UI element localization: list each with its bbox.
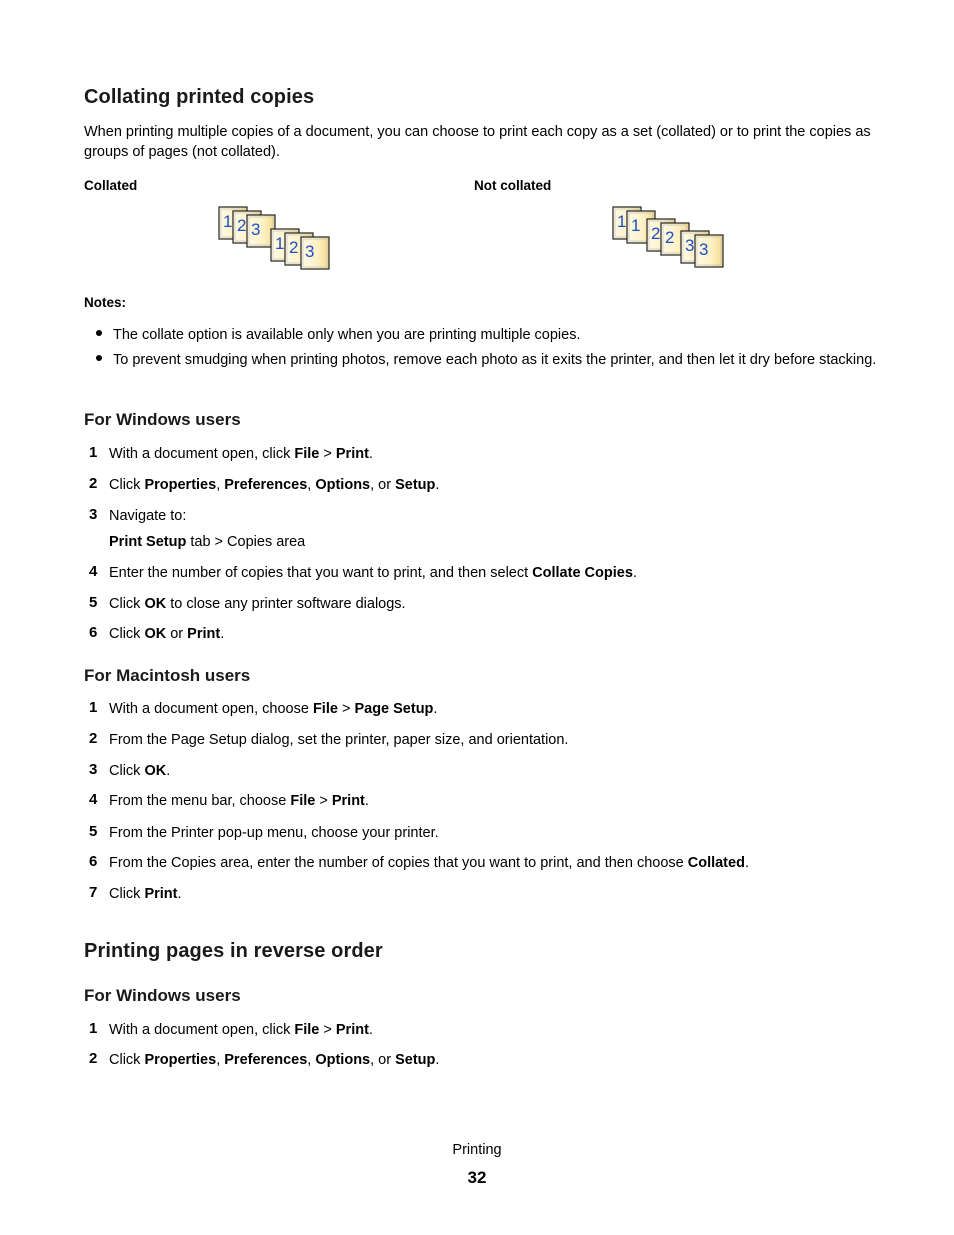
- macintosh-users-heading: For Macintosh users: [84, 666, 251, 685]
- step-number: 2: [89, 1050, 98, 1067]
- section-title-reverse-order: Printing pages in reverse order: [84, 940, 383, 962]
- step-number: 2: [89, 730, 98, 747]
- step-text: Click Properties, Preferences, Options, or Setup.: [109, 1052, 440, 1068]
- notes-label: Notes:: [84, 295, 127, 310]
- page-number-glyph: 2: [237, 216, 247, 235]
- step-number: 5: [89, 823, 98, 840]
- step-text: From the Page Setup dialog, set the printer, paper size, and orientation.: [109, 732, 569, 748]
- footer-section-label: Printing: [452, 1142, 502, 1158]
- step-text: Enter the number of copies that you want to print, and then select Collate Copies.: [109, 565, 637, 581]
- step-subtext: Print Setup tab > Copies area: [109, 534, 306, 550]
- step-text: From the Printer pop-up menu, choose your printer.: [109, 825, 439, 841]
- step-text: From the menu bar, choose File > Print.: [109, 793, 369, 809]
- step-text: Click OK or Print.: [109, 626, 225, 642]
- page-number-glyph: 2: [665, 228, 675, 247]
- step-number: 2: [89, 475, 98, 492]
- not-collated-illustration: [609, 203, 729, 273]
- page-number-glyph: 3: [685, 236, 695, 255]
- page-sheet-icon: [695, 235, 723, 267]
- page-number-glyph: 2: [289, 238, 299, 257]
- not-collated-label: Not collated: [474, 178, 552, 193]
- collated-label: Collated: [84, 178, 138, 193]
- step-text: Click OK to close any printer software dialogs.: [109, 596, 406, 612]
- page-number-glyph: 2: [651, 224, 661, 243]
- step-number: 3: [89, 761, 98, 778]
- step-text: Click Print.: [109, 886, 182, 902]
- step-number: 5: [89, 594, 98, 611]
- collating-intro: When printing multiple copies of a document, you can choose to print each copy as a set (collated) or to print the copies as groups of pages (not collated).: [84, 124, 871, 160]
- page-number-glyph: 1: [275, 234, 285, 253]
- page-number-glyph: 3: [251, 220, 261, 239]
- step-text: Navigate to:: [109, 508, 187, 524]
- step-text: Click OK.: [109, 763, 171, 779]
- bullet-dot: [96, 330, 102, 336]
- page-number: 32: [467, 1168, 487, 1187]
- step-number: 1: [89, 444, 98, 461]
- page-number-glyph: 1: [617, 212, 627, 231]
- step-number: 3: [89, 506, 98, 523]
- page-number-glyph: 1: [631, 216, 641, 235]
- step-number: 1: [89, 1020, 98, 1037]
- step-number: 4: [89, 563, 98, 580]
- page-number-glyph: 3: [699, 240, 709, 259]
- step-text: With a document open, click File > Print.: [109, 1022, 373, 1038]
- step-number: 7: [89, 884, 98, 901]
- step-number: 6: [89, 624, 98, 641]
- step-text: Click Properties, Preferences, Options, or Setup.: [109, 477, 440, 493]
- collated-illustration: [215, 203, 335, 273]
- note-item: To prevent smudging when printing photos, remove each photo as it exits the printer, and then let it dry before stacking.: [113, 352, 877, 368]
- note-item: The collate option is available only when you are printing multiple copies.: [113, 327, 581, 343]
- windows-users-heading: For Windows users: [84, 410, 241, 429]
- windows-users-heading: For Windows users: [84, 986, 241, 1005]
- step-text: With a document open, choose File > Page Setup.: [109, 701, 438, 717]
- step-number: 6: [89, 853, 98, 870]
- bullet-dot: [96, 355, 102, 361]
- step-number: 4: [89, 791, 98, 808]
- step-text: From the Copies area, enter the number of copies that you want to print, and then choose Collated.: [109, 855, 749, 871]
- page-number-glyph: 3: [305, 242, 315, 261]
- page-sheet-icon: [301, 237, 329, 269]
- step-text: With a document open, click File > Print.: [109, 446, 373, 462]
- step-number: 1: [89, 699, 98, 716]
- page-number-glyph: 1: [223, 212, 233, 231]
- section-title-collating: Collating printed copies: [84, 86, 315, 108]
